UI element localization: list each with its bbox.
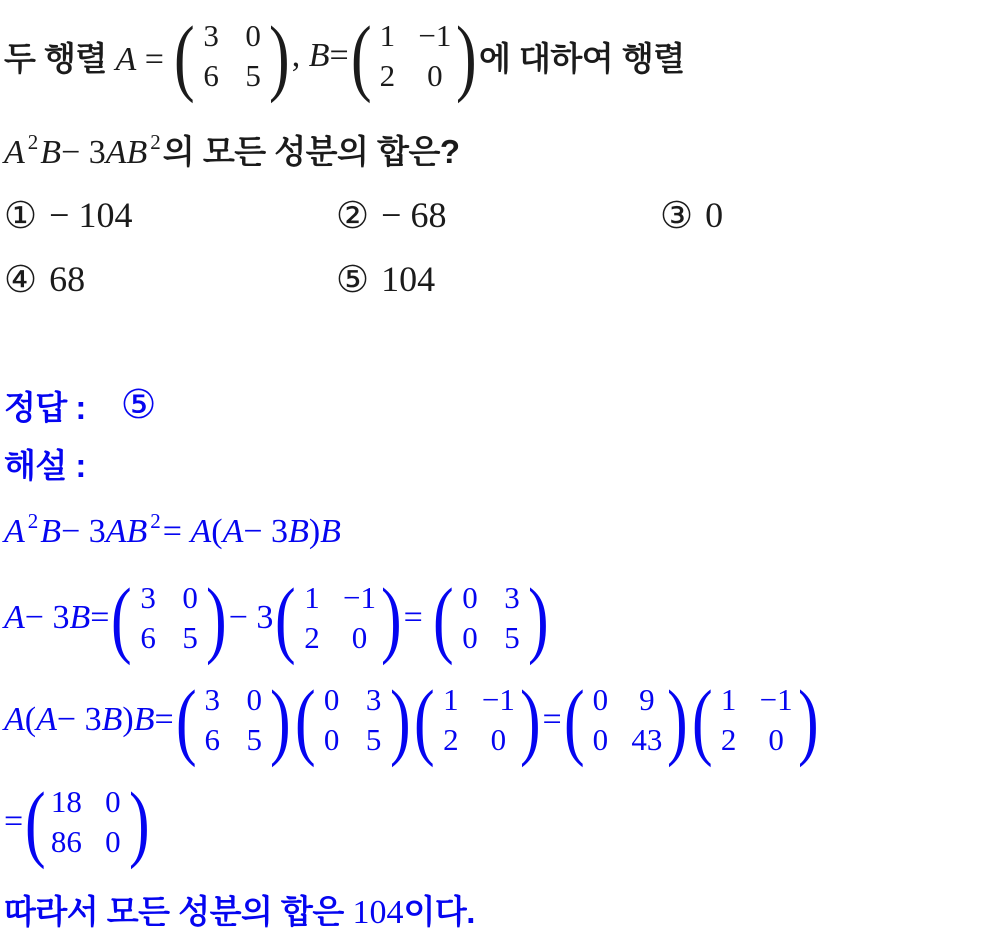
text-segment: A [190, 513, 212, 550]
text-segment: = [90, 599, 110, 636]
matrix-cell: 0 [490, 722, 507, 757]
text-segment: B [69, 599, 91, 636]
right-paren-icon: ) [128, 774, 150, 870]
matrix-cell: 0 [182, 580, 198, 615]
text-segment: = [154, 701, 174, 738]
matrix-cell: 1 [379, 18, 396, 53]
left-paren-icon: ( [111, 570, 133, 666]
eq3-matrix-4 [565, 670, 687, 770]
matrix-cell: −1 [418, 18, 452, 53]
matrix-cell: 0 [462, 580, 478, 615]
matrix-cells [434, 680, 521, 760]
eq3-matrix-2 [296, 670, 409, 770]
answer-choice-mark: ⑤ [120, 382, 157, 428]
text-segment: , [291, 37, 309, 74]
solution-conclusion-line [4, 886, 993, 932]
text-segment: A [115, 40, 137, 78]
text-segment: 2 [150, 129, 161, 154]
text-segment: B [40, 513, 62, 550]
text-segment: ( [24, 701, 37, 738]
matrix-cell: 5 [246, 722, 263, 757]
right-paren-icon: ) [381, 570, 402, 666]
text-segment: 이다. [403, 892, 475, 930]
text-segment: = [136, 40, 173, 78]
matrix-A [175, 6, 288, 106]
right-paren-icon: ) [206, 570, 227, 666]
answer-choices [4, 192, 993, 302]
matrix-B [352, 6, 476, 106]
matrix-cell: 0 [246, 682, 263, 717]
matrix-cell: 3 [365, 682, 382, 717]
text-segment: − 3 [61, 133, 106, 171]
matrix-cell: −1 [481, 682, 515, 717]
eq2-equals [404, 599, 432, 637]
text-segment: − 3 [56, 701, 102, 738]
text-segment: ( [211, 513, 223, 550]
text-segment: − 3 [61, 513, 106, 550]
eq2-lhs [4, 599, 109, 637]
right-paren-icon: ) [797, 672, 819, 768]
choice-2-circled-number: ② [336, 193, 370, 237]
problem-intro-prefix [4, 33, 172, 80]
left-paren-icon: ( [175, 672, 197, 768]
eq2-matrix-B [276, 568, 400, 668]
choice-4-circled-number: ④ [4, 257, 38, 301]
choice-5-circled-number: ⑤ [336, 257, 370, 301]
solution-eq1-line [4, 506, 993, 558]
matrix-cell: 3 [203, 18, 219, 53]
matrix-cell: 5 [504, 620, 520, 655]
right-paren-icon: ) [456, 8, 477, 104]
matrix-cell: 18 [50, 784, 82, 819]
right-paren-icon: ) [270, 672, 291, 768]
matrix-cell: 0 [105, 824, 121, 859]
problem-intro-middle [292, 37, 349, 75]
matrix-cell: 0 [323, 682, 340, 717]
text-segment: A [4, 701, 25, 738]
text-segment: 두 행렬 [4, 39, 116, 77]
problem-intro-line [4, 2, 993, 110]
text-segment: 2 [27, 509, 39, 533]
choice-2 [336, 192, 660, 238]
text-segment: A [222, 513, 244, 550]
matrix-cell: 5 [245, 58, 261, 93]
choice-3-circled-number: ③ [660, 193, 694, 237]
matrix-cell: 0 [592, 722, 609, 757]
solution-eq3-line [4, 672, 993, 768]
right-paren-icon: ) [389, 672, 411, 768]
matrix-cell: 0 [427, 58, 443, 93]
matrix-cell: 0 [592, 682, 609, 717]
left-paren-icon: ( [275, 570, 297, 666]
matrix-cell: 5 [182, 620, 198, 655]
matrix-cell: 0 [768, 722, 784, 757]
left-paren-icon: ( [433, 570, 454, 666]
answer-label [4, 382, 95, 429]
matrix-cells [195, 680, 271, 760]
solution-eq2-line [4, 570, 993, 666]
choice-1-value: − 104 [49, 195, 133, 235]
matrix-cell: 6 [203, 58, 219, 93]
choice-1-circled-number: ① [4, 193, 38, 237]
right-paren-icon: ) [667, 672, 688, 768]
problem-question-line [4, 122, 993, 176]
matrix-cell: 0 [323, 722, 340, 757]
choice-5-value: 104 [381, 259, 436, 299]
eq3-matrix-5 [693, 670, 817, 770]
text-segment: = [4, 803, 24, 840]
matrix-cells [315, 680, 391, 760]
matrix-cell: 1 [443, 682, 459, 717]
text-segment: = [542, 701, 562, 738]
matrix-cell: 2 [379, 58, 396, 93]
matrix-cell: 2 [443, 722, 459, 757]
text-segment: B [101, 701, 123, 738]
text-segment: 따라서 모든 성분의 합은 [4, 892, 353, 930]
matrix-cell: 0 [245, 18, 261, 53]
choice-3 [660, 192, 993, 238]
text-segment: ) [308, 513, 321, 550]
matrix-cell: 3 [504, 580, 520, 615]
right-paren-icon: ) [519, 672, 541, 768]
text-segment: − 3 [243, 513, 289, 550]
text-segment: B [288, 513, 309, 550]
left-paren-icon: ( [174, 8, 196, 104]
matrix-cells [712, 680, 799, 760]
matrix-cell: 2 [304, 620, 320, 655]
matrix-cells [295, 578, 382, 658]
eq3-lhs [4, 701, 174, 739]
text-segment: 2 [150, 509, 161, 533]
text-segment: B [40, 133, 62, 171]
text-segment: B [320, 513, 341, 550]
choice-5 [336, 256, 660, 302]
matrix-cell: 6 [140, 620, 156, 655]
text-segment: − 3 [24, 599, 70, 636]
text-segment: 104 [352, 893, 404, 931]
left-paren-icon: ( [25, 774, 46, 870]
choice-4 [4, 256, 336, 302]
matrix-cell: −1 [343, 580, 377, 615]
eq4-equals [4, 803, 23, 841]
text-segment: A [36, 701, 57, 738]
text-segment: AB [105, 513, 148, 550]
right-paren-icon: ) [269, 8, 290, 104]
eq3-matrix-3 [415, 670, 539, 770]
matrix-cells [583, 680, 668, 760]
text-segment: = [162, 513, 191, 550]
text-segment: A [4, 513, 25, 550]
matrix-cell: 0 [351, 620, 368, 655]
left-paren-icon: ( [691, 672, 713, 768]
matrix-cell: 1 [720, 682, 737, 717]
text-segment: = [329, 37, 349, 74]
left-paren-icon: ( [414, 672, 435, 768]
text-segment: A [4, 599, 25, 636]
choice-3-value: 0 [705, 195, 724, 235]
eq3-matrix-1 [177, 670, 290, 770]
matrix-cell: 0 [462, 620, 478, 655]
solution-conclusion-text [4, 886, 475, 933]
text-segment: 해설 : [4, 446, 95, 484]
matrix-cells [45, 782, 130, 862]
matrix-cell: 1 [304, 580, 320, 615]
choice-4-value: 68 [49, 259, 86, 299]
matrix-cell: 3 [204, 682, 221, 717]
text-segment: ) [122, 701, 134, 738]
text-segment: 의 모든 성분의 합은? [162, 132, 460, 170]
text-segment: 2 [27, 129, 39, 154]
solution-eq1-text [4, 509, 341, 551]
text-segment: = [403, 599, 432, 636]
choice-2-value: − 68 [381, 195, 447, 235]
eq2-result-matrix [434, 568, 547, 668]
problem-question-text [4, 126, 459, 173]
eq4-result-matrix [26, 772, 148, 872]
matrix-cell: 9 [639, 682, 655, 717]
matrix-cells [370, 16, 457, 96]
text-segment: − 3 [228, 599, 274, 636]
matrix-cell: 86 [50, 824, 82, 859]
matrix-cell: 2 [720, 722, 737, 757]
eq2-minus-3 [229, 599, 274, 637]
matrix-cells [194, 16, 270, 96]
matrix-cell: 6 [204, 722, 221, 757]
matrix-cell: 0 [105, 784, 121, 819]
matrix-cell: 3 [140, 580, 156, 615]
matrix-cell: 5 [365, 722, 382, 757]
text-segment: B [308, 37, 330, 74]
text-segment: AB [105, 133, 148, 171]
explanation-label-line [4, 440, 993, 486]
matrix-cells [131, 578, 207, 658]
right-paren-icon: ) [528, 570, 549, 666]
left-paren-icon: ( [350, 8, 372, 104]
eq2-matrix-A [112, 568, 225, 668]
left-paren-icon: ( [563, 672, 585, 768]
problem-intro-suffix [479, 33, 685, 80]
explanation-label [4, 440, 95, 487]
text-segment: 정답 : [4, 388, 95, 426]
matrix-cell: 43 [631, 722, 663, 757]
eq3-equals [542, 701, 561, 739]
answer-line [4, 382, 993, 428]
solution-eq4-line [4, 774, 993, 870]
matrix-cell: −1 [759, 682, 793, 717]
choice-1 [4, 192, 336, 238]
left-paren-icon: ( [294, 672, 316, 768]
text-segment: A [4, 133, 25, 171]
matrix-cells [453, 578, 529, 658]
text-segment: 에 대하여 행렬 [478, 39, 685, 77]
text-segment: B [133, 701, 155, 738]
